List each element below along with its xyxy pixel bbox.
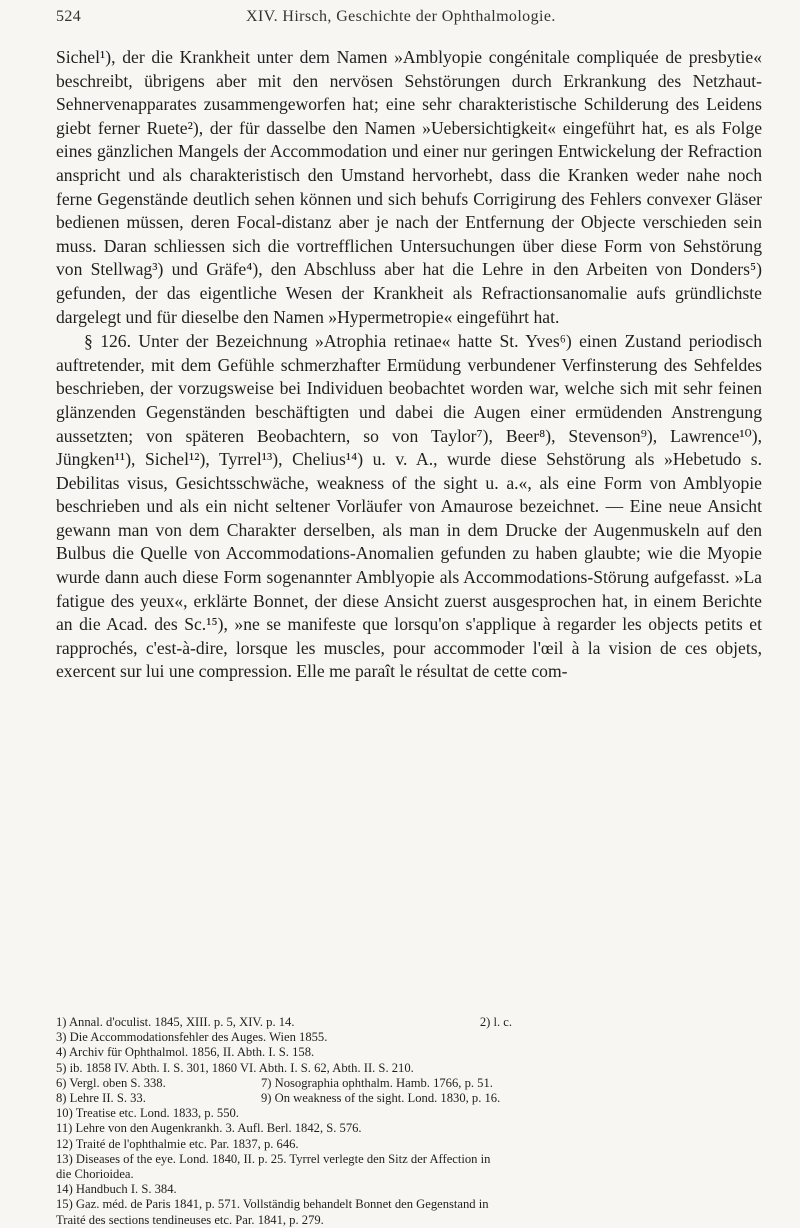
footnote-continuation: Traité des sections tendineuses etc. Par. 1841, p. 279. xyxy=(56,1212,324,1227)
running-title: XIV. Hirsch, Geschichte der Ophthalmologie. xyxy=(246,8,556,25)
footnote: 10) Treatise etc. Lond. 1833, p. 550. xyxy=(56,1106,239,1121)
footnotes xyxy=(56,1015,762,1228)
footnote-row xyxy=(56,1137,762,1152)
footnote-row xyxy=(56,1091,762,1106)
paragraph-1: Sichel¹), der die Krankheit unter dem Namen »Amblyopie congénitale compliquée de presbytie« beschreibt, übrigens aber mit den nervösen Sehstörungen durch Erkrankung des Netzhaut-Sehnervenapparates zusammengeworfen hat; eine sehr charakteristische Schilderung des Leidens giebt ferner Ruete²), der für dasselbe den Namen »Uebersichtigkeit« eingeführt hat, es als Folge eines gänzlichen Mangels der Accommodation und einer nur geringen Entwickelung der Refraction anspricht und als charakteristisch den Umstand hervorhebt, dass die Kranken weder nahe noch ferne Gegenstände deutlich sehen können und sich behufs Corrigirung des Fehlers convexer Gläser bedienen müssen, deren Focal-distanz aber je nach der Entfernung der Objecte verschieden sein muss. Daran schliessen sich die vortrefflichen Untersuchungen über diese Form von Sehstörung von Stellwag³) und Gräfe⁴), den Abschluss aber hat die Lehre in den Arbeiten von Donders⁵) gefunden, der das eigentliche Wesen der Krankheit als Refractionsanomalie aufs gründlichste dargelegt und für dieselbe den Namen »Hypermetropie« eingeführt hat. xyxy=(56,47,762,327)
footnote: 13) Diseases of the eye. Lond. 1840, II. p. 25. Tyrrel verlegte den Sitz der Affection in xyxy=(56,1151,491,1166)
footnote-row xyxy=(56,1197,762,1212)
footnote: 14) Handbuch I. S. 384. xyxy=(56,1182,177,1197)
footnote: 2) l. c. xyxy=(479,1015,512,1029)
footnote: 8) Lehre II. S. 33. xyxy=(56,1091,146,1106)
footnote: 3) Die Accommodationsfehler des Auges. Wien 1855. xyxy=(56,1030,328,1045)
footnote-row xyxy=(56,1121,762,1136)
footnote: 11) Lehre von den Augenkrankh. 3. Aufl. Berl. 1842, S. 576. xyxy=(56,1121,362,1136)
footnote-continuation: die Chorioidea. xyxy=(56,1167,134,1182)
footnote-row xyxy=(56,1167,762,1182)
footnote: 7) Nosographia ophthalm. Hamb. 1766, p. 51. xyxy=(261,1075,493,1090)
footnote: 1) Annal. d'oculist. 1845, XIII. p. 5, XIV. p. 14. xyxy=(56,1015,295,1029)
footnote: 9) On weakness of the sight. Lond. 1830, p. 16. xyxy=(261,1091,501,1106)
footnote: 15) Gaz. méd. de Paris 1841, p. 571. Vollständig behandelt Bonnet den Gegenstand in xyxy=(56,1197,489,1212)
footnote-row xyxy=(56,1061,762,1076)
footnote-row xyxy=(56,1182,762,1197)
footnote: 12) Traité de l'ophthalmie etc. Par. 1837, p. 646. xyxy=(56,1136,299,1151)
paragraph-section-126: § 126. Unter der Bezeichnung »Atrophia retinae« hatte St. Yves⁶) einen Zustand periodisch auftretender, mit dem Gefühle schmerzhafter Ermüdung verbundener Verfinsterung des Sehfeldes beschrieben, der vorzugsweise bei Individuen beobachtet worden war, welche sich mit sehr feinen glänzenden Gegenständen beschäftigten und dabei die Augen einer ermüdenden Anstrengung aussetzten; von späteren Beobachtern, so von Taylor⁷), Beer⁸), Stevenson⁹), Lawrence¹⁰), Jüngken¹¹), Sichel¹²), Tyrrel¹³), Chelius¹⁴) u. v. A., wurde diese Sehstörung als »Hebetudo s. Debilitas visus, Gesichtsschwäche, weakness of the sight u. a.«, als eine Form von Amblyopie beschrieben und als ein nicht seltener Vorläufer von Amaurose bezeichnet. — Eine neue Ansicht gewann man von dem Charakter derselben, als man in dem Drucke der Augenmuskeln auf den Bulbus die Quelle von Accommodations-Anomalien gefunden zu haben glaubte; wie die Myopie wurde dann auch diese Form sogenannter Amblyopie als Accommodations-Störung aufgefasst. »La fatigue des yeux«, erklärte Bonnet, der diese Ansicht zuerst ausgesprochen hat, in einem Berichte an die Acad. des Sc.¹⁵), »ne se manifeste que lorsqu'on s'applique à regarder les objects petits et rapprochés, c'est-à-dire, lorsque les muscles, pour accommoder l'œil à la vision de ces objets, exercent sur lui une compression. Elle me paraît le résultat de cette com- xyxy=(56,331,762,682)
footnote-row xyxy=(56,1213,762,1228)
body-text xyxy=(56,46,762,684)
page-number: 524 xyxy=(56,8,82,25)
footnote: 4) Archiv für Ophthalmol. 1856, II. Abth. I. S. 158. xyxy=(56,1045,315,1060)
footnote-row xyxy=(56,1045,762,1060)
footnote-row xyxy=(56,1076,762,1091)
footnote: 6) Vergl. oben S. 338. xyxy=(56,1075,166,1090)
footnote-row xyxy=(56,1015,762,1030)
footnote-row xyxy=(56,1152,762,1167)
footnote-row xyxy=(56,1030,762,1045)
footnote: 5) ib. 1858 IV. Abth. I. S. 301, 1860 VI. Abth. I. S. 62, Abth. II. S. 210. xyxy=(56,1060,414,1075)
footnote-row xyxy=(56,1106,762,1121)
